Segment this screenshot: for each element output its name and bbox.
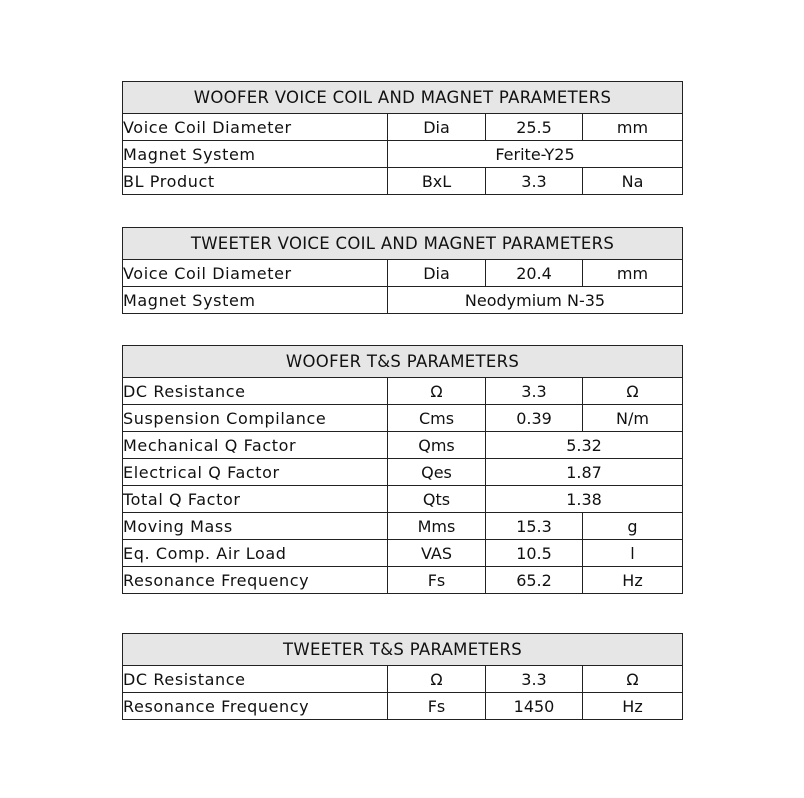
param-name: DC Resistance [123, 378, 388, 405]
param-name: Eq. Comp. Air Load [123, 540, 388, 567]
param-unit: Hz [583, 567, 683, 594]
param-value: 5.32 [486, 432, 683, 459]
param-value: 25.5 [486, 114, 583, 141]
param-symbol: Qms [388, 432, 486, 459]
param-unit: Na [583, 168, 683, 195]
param-name: DC Resistance [123, 666, 388, 693]
param-symbol: Cms [388, 405, 486, 432]
param-name: BL Product [123, 168, 388, 195]
table-row [123, 666, 683, 693]
param-symbol: Dia [388, 260, 486, 287]
param-value: 20.4 [486, 260, 583, 287]
param-name: Total Q Factor [123, 486, 388, 513]
table-row [123, 260, 683, 287]
param-value: Ferite-Y25 [388, 141, 683, 168]
table-row [123, 693, 683, 720]
param-symbol: Mms [388, 513, 486, 540]
param-value: 3.3 [486, 168, 583, 195]
param-symbol: Qts [388, 486, 486, 513]
table-title: TWEETER VOICE COIL AND MAGNET PARAMETERS [123, 228, 683, 260]
table-row [123, 567, 683, 594]
param-symbol: BxL [388, 168, 486, 195]
table-row [123, 141, 683, 168]
param-name: Magnet System [123, 141, 388, 168]
table-row [123, 114, 683, 141]
table-row [123, 459, 683, 486]
param-symbol: Qes [388, 459, 486, 486]
table-row [123, 168, 683, 195]
param-name: Magnet System [123, 287, 388, 314]
param-name: Voice Coil Diameter [123, 114, 388, 141]
table-row [123, 287, 683, 314]
param-unit: N/m [583, 405, 683, 432]
param-value: 3.3 [486, 666, 583, 693]
table-title: TWEETER T&S PARAMETERS [123, 634, 683, 666]
table-row [123, 405, 683, 432]
param-unit: l [583, 540, 683, 567]
param-value: 3.3 [486, 378, 583, 405]
param-value: 10.5 [486, 540, 583, 567]
table-row [123, 432, 683, 459]
table-row [123, 513, 683, 540]
woofer-ts-table [122, 345, 683, 594]
param-unit: mm [583, 114, 683, 141]
param-value: Neodymium N-35 [388, 287, 683, 314]
param-value: 1.87 [486, 459, 683, 486]
table-row [123, 540, 683, 567]
table-title: WOOFER VOICE COIL AND MAGNET PARAMETERS [123, 82, 683, 114]
param-value: 15.3 [486, 513, 583, 540]
param-name: Electrical Q Factor [123, 459, 388, 486]
param-name: Resonance Frequency [123, 567, 388, 594]
param-symbol: Fs [388, 567, 486, 594]
woofer-voice-coil-table [122, 81, 683, 195]
table-row [123, 486, 683, 513]
param-symbol: Ω [388, 378, 486, 405]
param-value: 1450 [486, 693, 583, 720]
param-unit: mm [583, 260, 683, 287]
param-symbol: Dia [388, 114, 486, 141]
param-unit: Ω [583, 378, 683, 405]
param-value: 65.2 [486, 567, 583, 594]
param-symbol: VAS [388, 540, 486, 567]
param-name: Moving Mass [123, 513, 388, 540]
param-unit: g [583, 513, 683, 540]
param-symbol: Ω [388, 666, 486, 693]
param-value: 0.39 [486, 405, 583, 432]
param-unit: Hz [583, 693, 683, 720]
param-name: Mechanical Q Factor [123, 432, 388, 459]
param-name: Voice Coil Diameter [123, 260, 388, 287]
tweeter-voice-coil-table [122, 227, 683, 314]
param-symbol: Fs [388, 693, 486, 720]
table-row [123, 378, 683, 405]
param-value: 1.38 [486, 486, 683, 513]
param-name: Resonance Frequency [123, 693, 388, 720]
param-unit: Ω [583, 666, 683, 693]
tweeter-ts-table [122, 633, 683, 720]
table-title: WOOFER T&S PARAMETERS [123, 346, 683, 378]
param-name: Suspension Compilance [123, 405, 388, 432]
